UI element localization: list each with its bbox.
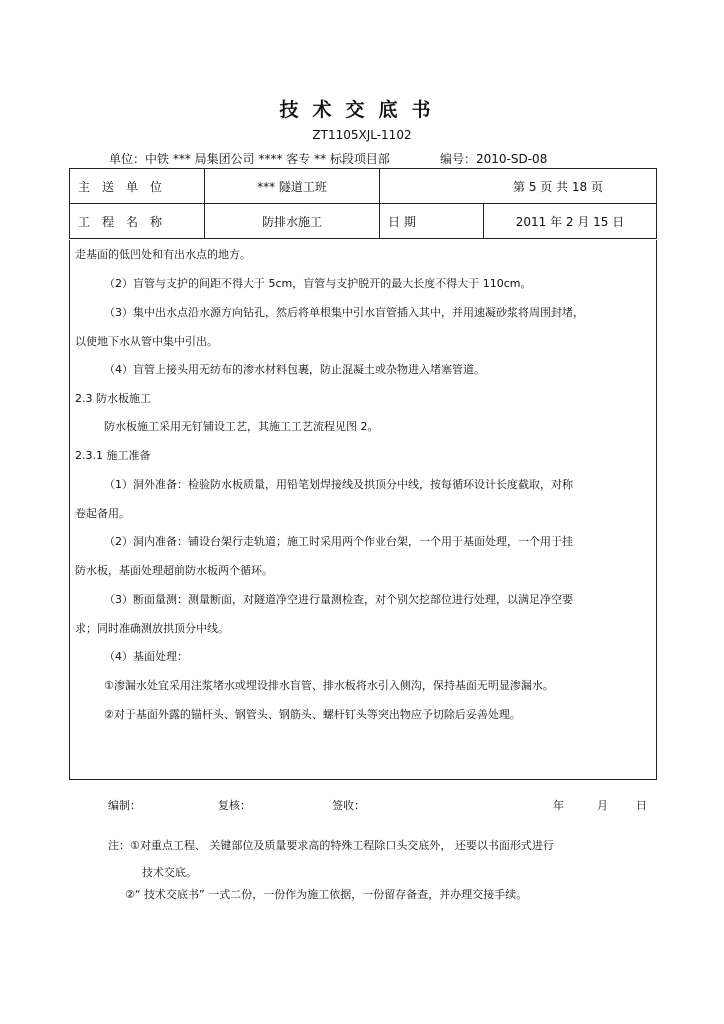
month-label: 月: [597, 799, 608, 812]
header-table: [69, 168, 657, 239]
date-value: 2011 年 2 月 15 日: [484, 204, 657, 239]
sign-label: 签收：: [332, 799, 365, 812]
note-line: ②“ 技术交底书” 一式二份，一份作为施工依据，一份留存备查，并办理交接手续。: [125, 888, 528, 901]
project-label: 工程名称: [70, 204, 205, 239]
document-title: 技术交底书: [279, 99, 445, 121]
year-label: 年: [553, 799, 564, 812]
body-line: （2）盲管与支护的间距不得大于 5cm，盲管与支护脱开的最大长度不得大于 110cm。: [104, 277, 532, 290]
page-info-text: 第 5 页 共 18 页: [513, 179, 603, 194]
unit-label: 单位：中铁 *** 局集团公司 **** 客专 ** 标段项目部: [109, 152, 390, 166]
body-line: （2）洞内准备：铺设台架行走轨道；施工时采用两个作业台架，一个用于基面处理，一个用于挂: [104, 535, 573, 548]
document-code: ZT1105XJL-1102: [312, 128, 412, 142]
body-line: 求；同时准确测放拱顶分中线。: [75, 622, 229, 635]
prepared-label: 编制：: [108, 799, 141, 812]
table-row: [70, 204, 657, 239]
section-heading: 2.3 防水板施工: [75, 392, 151, 405]
body-line: （1）洞外准备：检验防水板质量，用铅笔划焊接线及拱顶分中线，按每循环设计长度截取，对称: [104, 478, 573, 491]
note-line: 注：①对重点工程、 关键部位及质量要求高的特殊工程除口头交底外， 还要以书面形式进行: [108, 839, 554, 852]
project-value: 防排水施工: [205, 204, 380, 239]
send-label: 主送单位: [70, 169, 205, 204]
section-heading: 2.3.1 施工准备: [75, 449, 151, 462]
body-line: 卷起备用。: [75, 507, 130, 520]
body-line: 走基面的低凹处和有出水点的地方。: [75, 248, 251, 261]
body-line: （4）基面处理：: [104, 650, 188, 663]
body-frame: [69, 240, 657, 780]
day-label: 日: [636, 799, 647, 812]
send-value: *** 隧道工班: [205, 169, 380, 204]
body-line: 防水板，基面处理超前防水板两个循环。: [75, 564, 273, 577]
body-line: （4）盲管上接头用无纺布的渗水材料包裹，防止混凝土或杂物进入堵塞管道。: [104, 363, 485, 376]
body-line: ①渗漏水处宜采用注浆堵水或埋设排水盲管、排水板将水引入侧沟，保持基面无明显渗漏水。: [104, 679, 554, 692]
table-row: [70, 169, 657, 204]
body-line: ②对于基面外露的锚杆头、钢管头、钢筋头、螺杆钉头等突出物应予切除后妥善处理。: [104, 708, 521, 721]
body-line: 以使地下水从管中集中引出。: [75, 335, 218, 348]
body-line: （3）断面量测：测量断面，对隧道净空进行量测检查，对个别欠挖部位进行处理，以满足净空要: [104, 593, 573, 606]
note-line: 技术交底。: [142, 866, 197, 879]
review-label: 复核：: [218, 799, 251, 812]
number-label: 编号：2010-SD-08: [440, 152, 548, 166]
body-line: 防水板施工采用无钉铺设工艺，其施工工艺流程见图 2。: [104, 420, 379, 433]
date-label: 日 期: [380, 204, 484, 239]
body-line: （3）集中出水点沿水源方向钻孔，然后将单根集中引水盲管插入其中，并用速凝砂浆将周围封堵，: [104, 306, 584, 319]
page-info: [380, 169, 657, 204]
